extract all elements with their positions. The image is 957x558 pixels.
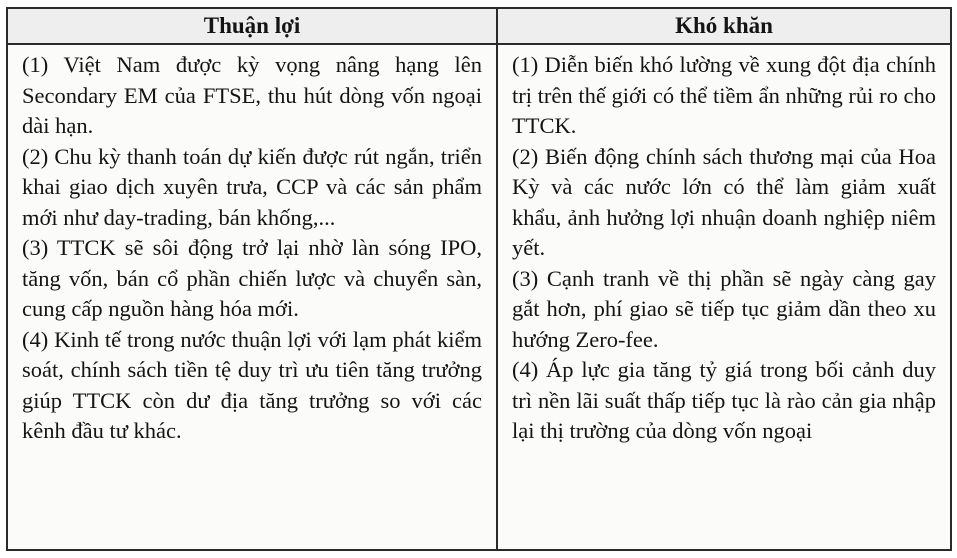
difficulties-cell <box>497 44 951 550</box>
header-advantages: Thuận lợi <box>7 8 497 44</box>
advantage-item-3: (3) TTCK sẽ sôi động trở lại nhờ làn sóng IPO, tăng vốn, bán cổ phần chiến lược và chuyển sàn, cung cấp nguồn hàng hóa mới. <box>22 235 482 321</box>
difficulty-item-4: (4) Áp lực gia tăng tỷ giá trong bối cảnh duy trì nền lãi suất thấp tiếp tục là rào cản gia nhập lại thị trường của dòng vốn ngoại <box>512 357 936 443</box>
difficulty-item-1: (1) Diễn biến khó lường về xung đột địa chính trị trên thế giới có thể tiềm ẩn những rủi ro cho TTCK. <box>512 52 936 138</box>
header-difficulties: Khó khăn <box>497 8 951 44</box>
header-row <box>7 8 951 44</box>
document-page <box>6 7 950 551</box>
difficulty-item-3: (3) Cạnh tranh về thị phần sẽ ngày càng gay gắt hơn, phí giao sẽ tiếp tục giảm dần theo xu hướng Zero-fee. <box>512 265 936 352</box>
advantages-cell <box>7 44 497 550</box>
advantage-item-1: (1) Việt Nam được kỳ vọng nâng hạng lên Secondary EM của FTSE, thu hút dòng vốn ngoại dài hạn. <box>22 52 482 138</box>
content-row <box>7 44 951 550</box>
advantage-item-4: (4) Kinh tế trong nước thuận lợi với lạm phát kiểm soát, chính sách tiền tệ duy trì ưu tiên tăng trưởng giúp TTCK còn dư địa tăng trưởng so với các kênh đầu tư khác. <box>22 326 482 443</box>
difficulty-item-2: (2) Biến động chính sách thương mại của Hoa Kỳ và các nước lớn có thể làm giảm xuất khẩu, ảnh hưởng lợi nhuận doanh nghiệp niêm yết. <box>512 143 936 260</box>
comparison-table <box>6 7 952 551</box>
advantage-item-2: (2) Chu kỳ thanh toán dự kiến được rút ngắn, triển khai giao dịch xuyên trưa, CCP và các sản phẩm mới như day-trading, bán khống,... <box>22 143 482 230</box>
